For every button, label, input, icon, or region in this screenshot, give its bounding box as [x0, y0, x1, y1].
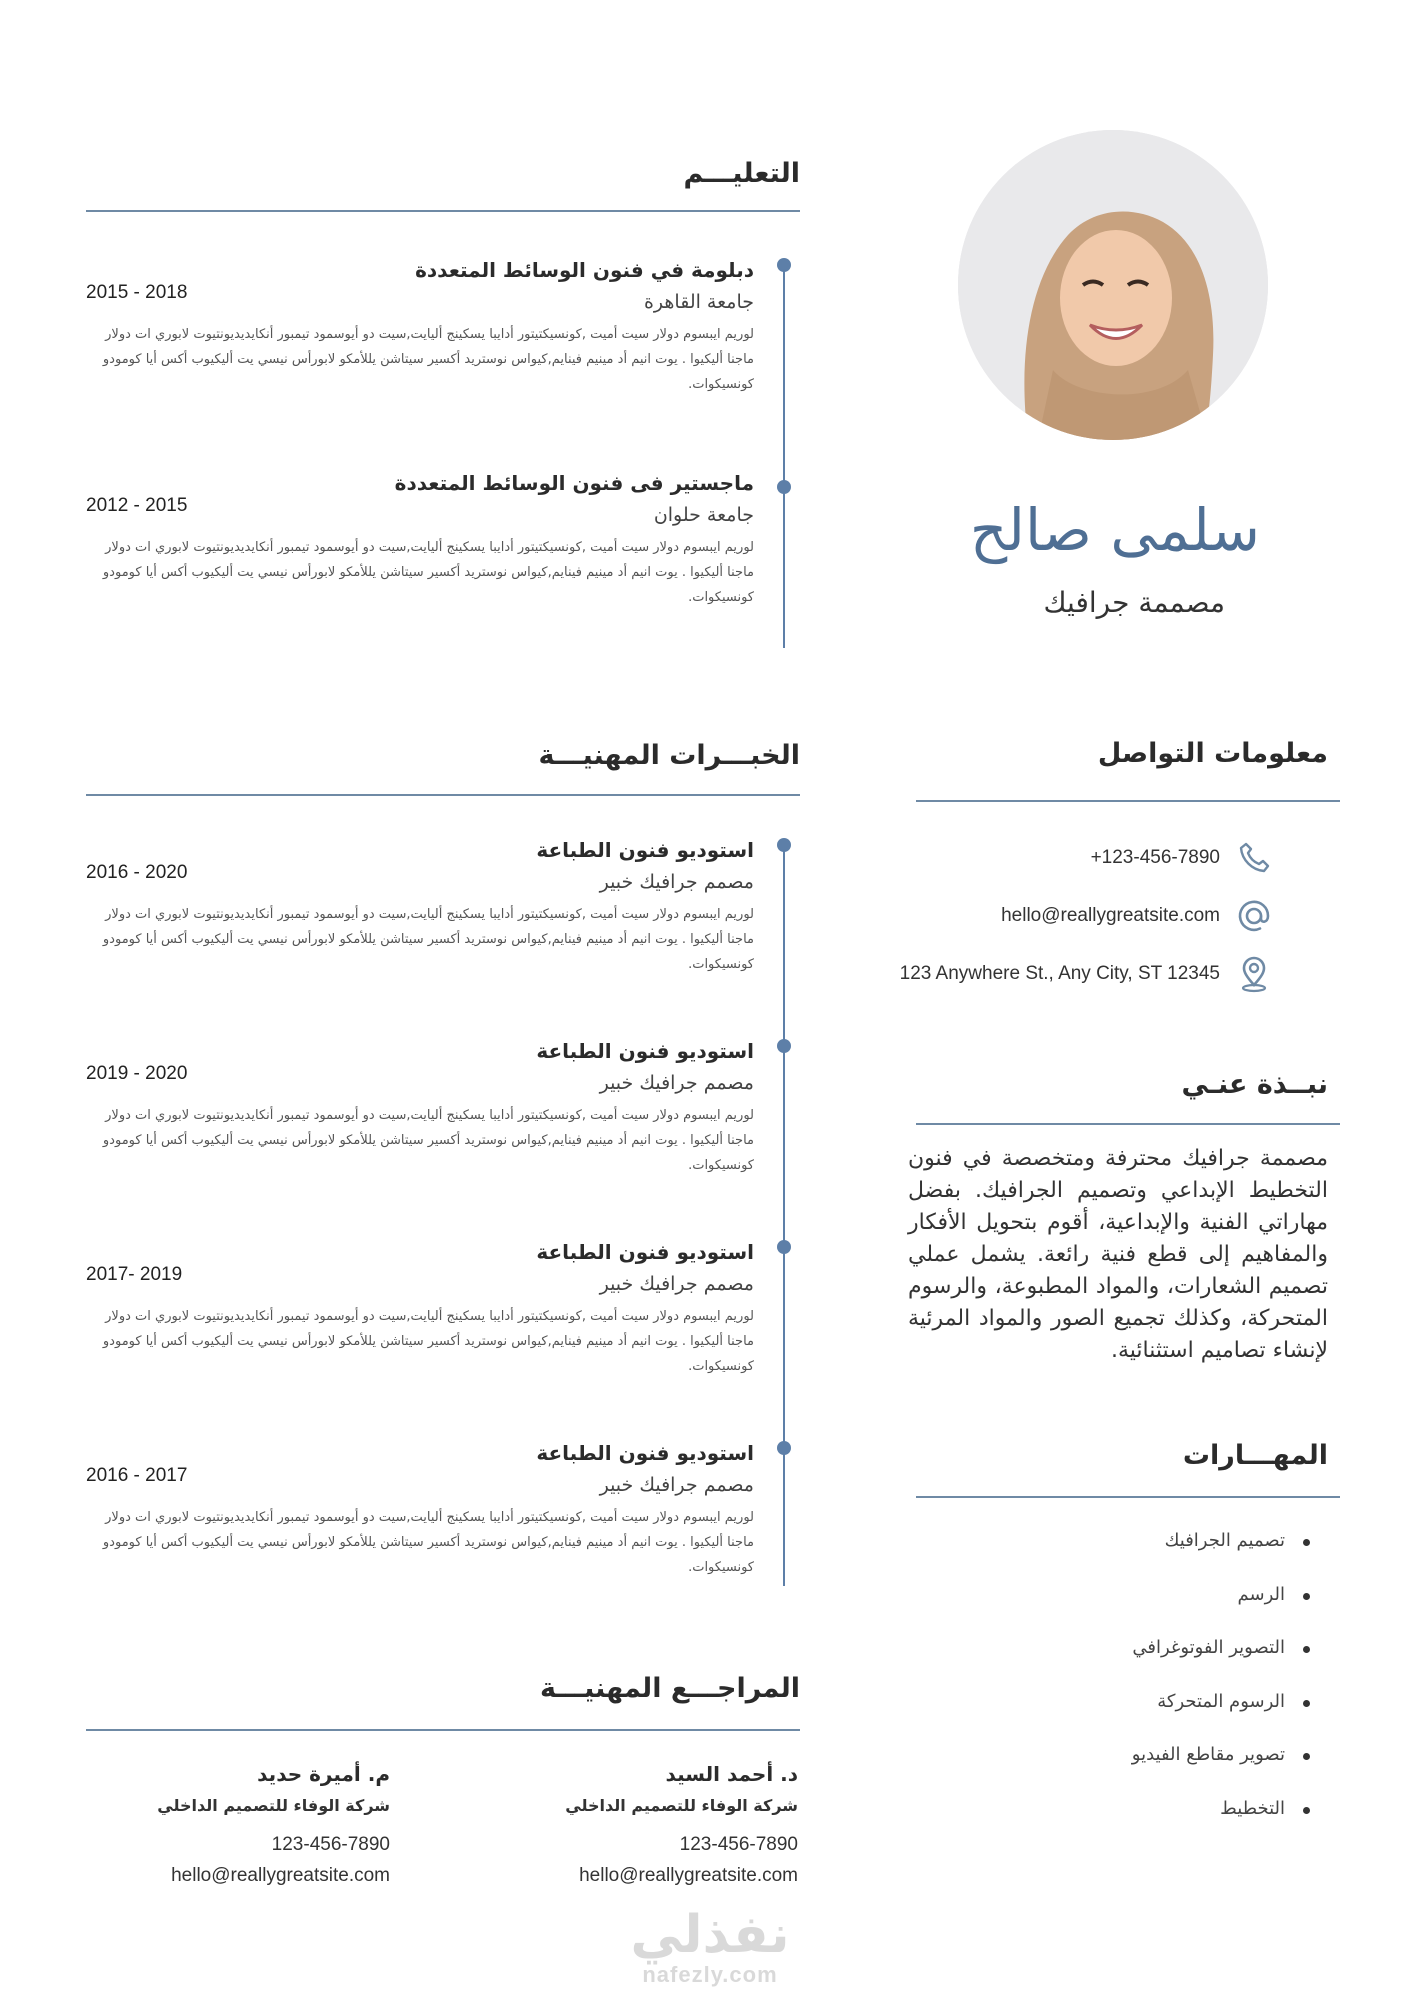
entry-description: لوريم ايبسوم دولار سيت أميت ,كونسيكتيتور أدايبا يسكينج أليايت,سيت دو أيوسمود تيمبور أنكايديديونتيوت لابوري ات دولار ماجنا أليكيوا . يوت انيم أد مينيم فينايم,كيواس نوستريد أكسير سيتاشن يللأمكو لابورأس نيسي يت أليكيوب أكس أيا كومودو كونسيكوات.: [102, 907, 754, 972]
skills-section-title: المهـــارات: [1182, 1440, 1328, 1471]
bullet-icon: [1303, 1539, 1310, 1546]
contact-email[interactable]: hello@reallygreatsite.com: [1001, 905, 1220, 926]
reference-phone[interactable]: 123-456-7890: [679, 1834, 798, 1855]
entry-description: لوريم ايبسوم دولار سيت أميت ,كونسيكتيتور أدايبا يسكينج أليايت,سيت دو أيوسمود تيمبور أنكايديديونتيوت لابوري ات دولار ماجنا أليكيوا . يوت انيم أد مينيم فينايم,كيواس نوستريد أكسير سيتاشن يللأمكو لابورأس نيسي يت أليكيوب أكس أيا كومودو كونسيكوات.: [102, 1309, 754, 1374]
entry-date: 2015 - 2018: [86, 282, 188, 303]
location-pin-icon: [1234, 954, 1274, 994]
timeline-dot: [777, 1441, 791, 1455]
entry-subtitle: مصمم جرافيك خبير: [599, 1072, 754, 1094]
bullet-icon: [1303, 1700, 1310, 1707]
entry-date: 2017- 2019: [86, 1264, 183, 1285]
watermark-logo: [620, 1907, 800, 1987]
reference-name: د. أحمد السيد: [665, 1762, 798, 1786]
entry-subtitle: جامعة القاهرة: [643, 291, 754, 313]
reference-company: شركة الوفاء للتصميم الداخلي: [565, 1796, 798, 1815]
entry-title: دبلومة في فنون الوسائط المتعددة: [415, 258, 754, 282]
entry-date: 2012 - 2015: [86, 495, 188, 516]
references-divider: [86, 1729, 800, 1731]
at-sign-icon: [1234, 896, 1274, 936]
entry-subtitle: مصمم جرافيك خبير: [599, 1474, 754, 1496]
reference-name: م. أميرة حديد: [257, 1762, 390, 1786]
bullet-icon: [1303, 1646, 1310, 1653]
entry-title: استوديو فنون الطباعة: [536, 1240, 754, 1264]
skills-divider: [916, 1496, 1340, 1498]
reference-card: [478, 1762, 798, 1887]
watermark-arabic: نفذلي: [630, 1905, 790, 1965]
reference-card: [70, 1762, 390, 1887]
skill-item: تصوير مقاطع الفيديو: [1000, 1744, 1310, 1798]
timeline-dot: [777, 1240, 791, 1254]
skill-item: التخطيط: [1000, 1798, 1310, 1852]
entry-date: 2016 - 2017: [86, 1465, 188, 1486]
entry-title: استوديو فنون الطباعة: [536, 1039, 754, 1063]
experience-section-title: الخبـــرات المهنيـــة: [538, 740, 800, 771]
about-text: مصممة جرافيك محترفة ومتخصصة في فنون التخطيط الإبداعي وتصميم الجرافيك. بفضل مهاراتي الفنية والإبداعية، أقوم بتحويل الأفكار والمفاهيم إلى قطع فنية رائعة. يشمل عملي تصميم الشعارات، والمواد المطبوعة، والرسوم المتحركة، وكذلك تجميع الصور والمواد المرئية لإنشاء تصاميم استثنائية.: [908, 1146, 1328, 1363]
entry-description: لوريم ايبسوم دولار سيت أميت ,كونسيكتيتور أدايبا يسكينج أليايت,سيت دو أيوسمود تيمبور أنكايديديونتيوت لابوري ات دولار ماجنا أليكيوا . يوت انيم أد مينيم فينايم,كيواس نوستريد أكسير سيتاشن يللأمكو لابورأس نيسي يت أليكيوب أكس أيا كومودو كونسيكوات.: [102, 327, 754, 392]
profile-name: سلمى صالح: [969, 496, 1260, 564]
about-section-title: نبــذة عنـي: [1181, 1069, 1328, 1100]
entry-title: ماجستير فى فنون الوسائط المتعددة: [394, 471, 754, 495]
skill-item: الرسم: [1000, 1584, 1310, 1638]
reference-email[interactable]: hello@reallygreatsite.com: [171, 1865, 390, 1886]
entry-description: لوريم ايبسوم دولار سيت أميت ,كونسيكتيتور أدايبا يسكينج أليايت,سيت دو أيوسمود تيمبور أنكايديديونتيوت لابوري ات دولار ماجنا أليكيوا . يوت انيم أد مينيم فينايم,كيواس نوستريد أكسير سيتاشن يللأمكو لابورأس نيسي يت أليكيوب أكس أيا كومودو كونسيكوات.: [102, 540, 754, 605]
reference-email[interactable]: hello@reallygreatsite.com: [579, 1865, 798, 1886]
contact-phone[interactable]: +123-456-7890: [1090, 847, 1220, 868]
timeline-dot: [777, 838, 791, 852]
entry-date: 2019 - 2020: [86, 1063, 188, 1084]
phone-icon: [1234, 838, 1274, 878]
reference-phone[interactable]: 123-456-7890: [271, 1834, 390, 1855]
bullet-icon: [1303, 1753, 1310, 1760]
timeline-dot: [777, 1039, 791, 1053]
reference-company: شركة الوفاء للتصميم الداخلي: [157, 1796, 390, 1815]
entry-subtitle: مصمم جرافيك خبير: [599, 1273, 754, 1295]
skills-list: [1000, 1530, 1310, 1851]
contact-address: 123 Anywhere St., Any City, ST 12345: [899, 963, 1220, 984]
skill-item: تصميم الجرافيك: [1000, 1530, 1310, 1584]
education-divider: [86, 210, 800, 212]
contact-phone-row: [1091, 838, 1274, 878]
experience-divider: [86, 794, 800, 796]
contact-divider: [916, 800, 1340, 802]
entry-description: لوريم ايبسوم دولار سيت أميت ,كونسيكتيتور أدايبا يسكينج أليايت,سيت دو أيوسمود تيمبور أنكايديديونتيوت لابوري ات دولار ماجنا أليكيوا . يوت انيم أد مينيم فينايم,كيواس نوستريد أكسير سيتاشن يللأمكو لابورأس نيسي يت أليكيوب أكس أيا كومودو كونسيكوات.: [102, 1510, 754, 1575]
skill-item: الرسوم المتحركة: [1000, 1691, 1310, 1745]
profile-photo-illustration: [958, 130, 1268, 440]
entry-description: لوريم ايبسوم دولار سيت أميت ,كونسيكتيتور أدايبا يسكينج أليايت,سيت دو أيوسمود تيمبور أنكايديديونتيوت لابوري ات دولار ماجنا أليكيوا . يوت انيم أد مينيم فينايم,كيواس نوستريد أكسير سيتاشن يللأمكو لابورأس نيسي يت أليكيوب أكس أيا كومودو كونسيكوات.: [102, 1108, 754, 1173]
timeline-dot: [777, 480, 791, 494]
skill-item: التصوير الفوتوغرافي: [1000, 1637, 1310, 1691]
education-section-title: التعليـــم: [683, 158, 800, 189]
experience-timeline-line: [783, 846, 785, 1586]
profile-role: مصممة جرافيك: [1043, 586, 1225, 619]
entry-title: استوديو فنون الطباعة: [536, 838, 754, 862]
timeline-dot: [777, 258, 791, 272]
entry-subtitle: مصمم جرافيك خبير: [599, 871, 754, 893]
education-timeline-line: [783, 262, 785, 648]
bullet-icon: [1303, 1807, 1310, 1814]
entry-date: 2016 - 2020: [86, 862, 188, 883]
contact-section-title: معلومات التواصل: [1097, 738, 1328, 769]
entry-subtitle: جامعة حلوان: [653, 504, 754, 526]
bullet-icon: [1303, 1593, 1310, 1600]
contact-email-row: [1001, 896, 1274, 936]
entry-title: استوديو فنون الطباعة: [536, 1441, 754, 1465]
watermark-latin: nafezly.com: [642, 1962, 778, 1987]
about-divider: [916, 1123, 1340, 1125]
references-section-title: المراجـــع المهنيـــة: [540, 1673, 800, 1704]
profile-photo: [958, 130, 1268, 440]
contact-address-row: [900, 954, 1274, 994]
